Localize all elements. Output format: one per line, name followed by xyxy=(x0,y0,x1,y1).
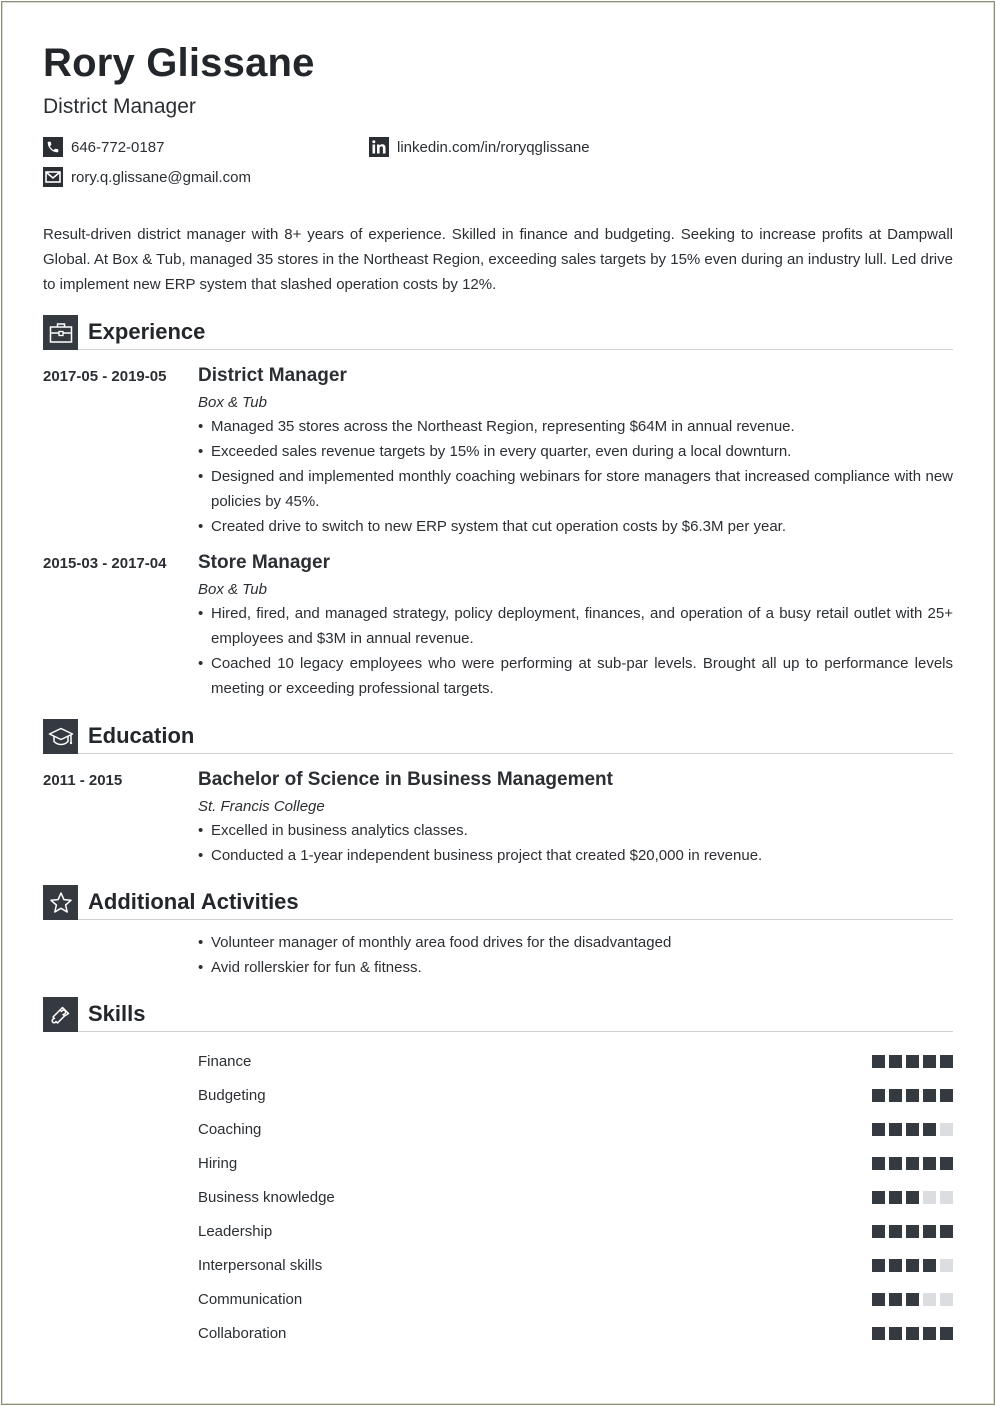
experience-entry xyxy=(43,364,953,539)
skill-name: Finance xyxy=(198,1052,252,1070)
degree-title: Bachelor of Science in Business Management xyxy=(198,769,613,790)
bullet-item: • Designed and implemented monthly coaching webinars for store managers that increased compliance with new policies by 45%. xyxy=(198,464,953,514)
section-divider xyxy=(78,753,953,754)
experience-entry xyxy=(43,551,953,701)
skill-dot-filled xyxy=(906,1157,919,1170)
skill-dot-filled xyxy=(940,1055,953,1068)
experience-heading: Experience xyxy=(88,319,206,344)
skill-dot-filled xyxy=(889,1055,902,1068)
skill-dot-filled xyxy=(923,1055,936,1068)
skill-dot-empty xyxy=(923,1293,936,1306)
education-section-header xyxy=(43,718,953,754)
bullet-item: • Excelled in business analytics classes. xyxy=(198,818,953,843)
skill-dot-filled xyxy=(872,1123,885,1136)
bullet-item: • Created drive to switch to new ERP system that cut operation costs by $6.3M per year. xyxy=(198,514,953,539)
skill-dot-filled xyxy=(923,1157,936,1170)
contact-phone[interactable] xyxy=(43,137,164,157)
skill-dot-filled xyxy=(889,1191,902,1204)
job-bullets xyxy=(198,414,953,539)
skill-level-indicator xyxy=(872,1089,953,1102)
skill-dot-filled xyxy=(906,1259,919,1272)
skill-row xyxy=(198,1078,953,1112)
skill-row xyxy=(198,1044,953,1078)
linkedin-text: linkedin.com/in/roryqglissane xyxy=(397,138,590,156)
phone-text: 646-772-0187 xyxy=(71,138,165,156)
job-title: District Manager xyxy=(198,365,347,386)
linkedin-icon xyxy=(369,137,389,157)
skill-dot-filled xyxy=(872,1089,885,1102)
skill-dot-filled xyxy=(889,1157,902,1170)
skill-dot-filled xyxy=(872,1293,885,1306)
skill-level-indicator xyxy=(872,1191,953,1204)
activities-heading: Additional Activities xyxy=(88,889,299,914)
graduation-cap-icon xyxy=(43,719,78,754)
skill-row xyxy=(198,1214,953,1248)
skill-dot-filled xyxy=(923,1089,936,1102)
section-divider xyxy=(78,349,953,350)
contact-email[interactable] xyxy=(43,167,251,187)
resume-page xyxy=(43,40,953,1350)
candidate-role: District Manager xyxy=(43,95,196,118)
skill-dot-filled xyxy=(940,1157,953,1170)
skill-dot-filled xyxy=(923,1225,936,1238)
skill-dot-filled xyxy=(872,1259,885,1272)
skill-dot-filled xyxy=(872,1055,885,1068)
activities-list xyxy=(198,930,953,980)
skill-dot-filled xyxy=(923,1123,936,1136)
education-entry xyxy=(43,768,953,868)
skill-dot-filled xyxy=(906,1293,919,1306)
skill-row xyxy=(198,1316,953,1350)
skill-level-indicator xyxy=(872,1293,953,1306)
skill-name: Hiring xyxy=(198,1154,238,1172)
section-divider xyxy=(78,919,953,920)
skill-level-indicator xyxy=(872,1259,953,1272)
contact-linkedin[interactable] xyxy=(369,137,590,157)
bullet-item: • Volunteer manager of monthly area food drives for the disadvantaged xyxy=(198,930,953,955)
bullet-item: • Avid rollerskier for fun & fitness. xyxy=(198,955,953,980)
bullet-item: • Coached 10 legacy employees who were performing at sub-par levels. Brought all up to performance levels meeting or exceeding professional targets. xyxy=(198,651,953,701)
skill-dot-filled xyxy=(906,1191,919,1204)
skill-name: Interpersonal skills xyxy=(198,1256,323,1274)
skill-dot-empty xyxy=(940,1123,953,1136)
skills-section-header xyxy=(43,996,953,1032)
skill-dot-filled xyxy=(906,1327,919,1340)
skill-dot-filled xyxy=(906,1123,919,1136)
skill-name: Communication xyxy=(198,1290,303,1308)
candidate-name: Rory Glissane xyxy=(43,41,315,85)
star-icon xyxy=(43,885,78,920)
skill-name: Leadership xyxy=(198,1222,273,1240)
phone-icon xyxy=(43,137,63,157)
bullet-item: • Exceeded sales revenue targets by 15% in every quarter, even during a local downturn. xyxy=(198,439,953,464)
skill-row xyxy=(198,1112,953,1146)
skill-name: Collaboration xyxy=(198,1324,287,1342)
skill-dot-empty xyxy=(940,1191,953,1204)
profile-summary: Result-driven district manager with 8+ years of experience. Skilled in finance and budgeting. Seeking to increase profits at Dampwall Global. At Box & Tub, managed 35 stores in the Northeast Region, exceeding sales targets by 15% even during an industry lull. Led drive to implement new ERP system that slashed operation costs by 12%. xyxy=(43,226,953,293)
contact-info xyxy=(43,137,953,197)
activities-section-header xyxy=(43,884,953,920)
skill-name: Budgeting xyxy=(198,1086,266,1104)
experience-section-header xyxy=(43,314,953,350)
skill-dot-filled xyxy=(940,1327,953,1340)
skill-dot-filled xyxy=(872,1225,885,1238)
job-company: Box & Tub xyxy=(198,394,267,411)
skill-row xyxy=(198,1146,953,1180)
skill-dot-filled xyxy=(906,1225,919,1238)
job-dates: 2017-05 - 2019-05 xyxy=(43,368,167,385)
skill-dot-filled xyxy=(940,1225,953,1238)
skill-dot-empty xyxy=(923,1191,936,1204)
education-dates: 2011 - 2015 xyxy=(43,772,123,789)
skill-level-indicator xyxy=(872,1327,953,1340)
skill-dot-filled xyxy=(872,1327,885,1340)
skill-name: Business knowledge xyxy=(198,1188,335,1206)
job-bullets xyxy=(198,601,953,701)
email-text: rory.q.glissane@gmail.com xyxy=(71,168,252,186)
education-heading: Education xyxy=(88,723,195,748)
skill-dot-filled xyxy=(872,1191,885,1204)
skill-name: Coaching xyxy=(198,1120,262,1138)
skill-dot-filled xyxy=(889,1259,902,1272)
school-name: St. Francis College xyxy=(198,798,325,815)
skill-row xyxy=(198,1248,953,1282)
skills-list xyxy=(198,1044,953,1350)
job-company: Box & Tub xyxy=(198,581,267,598)
skill-dot-filled xyxy=(923,1259,936,1272)
skill-dot-empty xyxy=(940,1293,953,1306)
bullet-item: • Hired, fired, and managed strategy, policy deployment, finances, and operation of a busy retail outlet with 25+ employees and $3M in annual revenue. xyxy=(198,601,953,651)
skill-dot-empty xyxy=(940,1259,953,1272)
briefcase-icon xyxy=(43,315,78,350)
skill-level-indicator xyxy=(872,1055,953,1068)
skills-heading: Skills xyxy=(88,1001,146,1026)
skill-level-indicator xyxy=(872,1225,953,1238)
bullet-item: • Conducted a 1-year independent business project that created $20,000 in revenue. xyxy=(198,843,953,868)
skill-dot-filled xyxy=(906,1055,919,1068)
skill-dot-filled xyxy=(872,1157,885,1170)
puzzle-icon xyxy=(43,997,78,1032)
skill-dot-filled xyxy=(889,1123,902,1136)
skill-dot-filled xyxy=(906,1089,919,1102)
skill-dot-filled xyxy=(923,1327,936,1340)
job-dates: 2015-03 - 2017-04 xyxy=(43,555,167,572)
skill-dot-filled xyxy=(940,1089,953,1102)
skill-row xyxy=(198,1282,953,1316)
job-title: Store Manager xyxy=(198,552,330,573)
bullet-item: • Managed 35 stores across the Northeast Region, representing $64M in annual revenue. xyxy=(198,414,953,439)
skill-dot-filled xyxy=(889,1225,902,1238)
skill-level-indicator xyxy=(872,1157,953,1170)
education-bullets xyxy=(198,818,953,868)
skill-row xyxy=(198,1180,953,1214)
envelope-icon xyxy=(43,167,63,187)
skill-level-indicator xyxy=(872,1123,953,1136)
skill-dot-filled xyxy=(889,1293,902,1306)
skill-dot-filled xyxy=(889,1089,902,1102)
skill-dot-filled xyxy=(889,1327,902,1340)
section-divider xyxy=(78,1031,953,1032)
